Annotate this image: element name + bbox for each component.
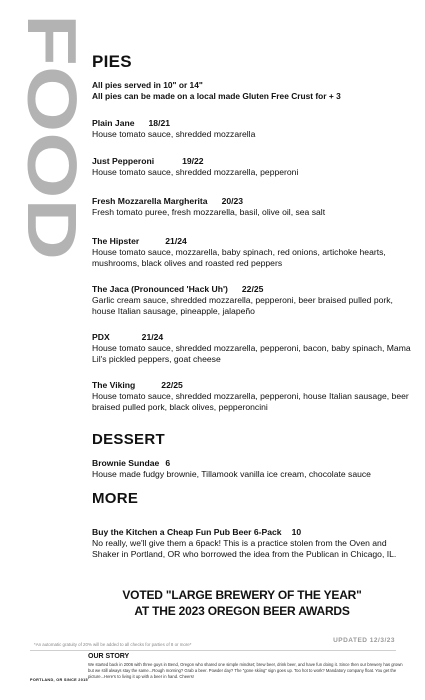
- item-description: House tomato sauce, shredded mozzarella, pepperoni: [92, 167, 299, 177]
- item-description: Fresh tomato puree, fresh mozzarella, basil, olive oil, sea salt: [92, 207, 326, 217]
- item-description: House tomato sauce, mozzarella, baby spinach, red onions, artichoke hearts, mushrooms, black olives and roasted red peppers: [92, 247, 386, 268]
- item-name: Buy the Kitchen a Cheap Fun Pub Beer 6-Pack: [92, 527, 282, 537]
- item-name: Brownie Sundae: [92, 458, 160, 468]
- item-head: [92, 284, 412, 295]
- food-vertical-text: FOOD: [13, 14, 91, 217]
- item-name: Fresh Mozzarella Margherita: [92, 196, 208, 206]
- item-description: Garlic cream sauce, shredded mozzarella, pepperoni, beer braised pulled pork, house Italian sausage, pineapple, jalapeño: [92, 295, 393, 316]
- menu-item: [92, 118, 412, 140]
- gratuity-note: *An automatic gratuity of 20% will be added to all checks for parties of 8 or more*: [34, 642, 192, 647]
- item-name: Just Pepperoni: [92, 156, 155, 166]
- item-name: The Viking: [92, 380, 136, 390]
- item-price: 20/23: [221, 196, 244, 206]
- more-heading: MORE: [92, 490, 139, 507]
- item-price: 18/21: [148, 118, 171, 128]
- item-price: 22/25: [241, 284, 264, 294]
- menu-item: [92, 284, 412, 316]
- dessert-heading: DESSERT: [92, 431, 165, 448]
- menu-item: [92, 458, 412, 480]
- pies-intro-line1: All pies served in 10" or 14": [92, 80, 203, 90]
- pies-heading: PIES: [92, 52, 132, 71]
- item-price: 22/25: [161, 380, 183, 390]
- item-name: PDX: [92, 332, 110, 342]
- item-head: [92, 332, 412, 343]
- item-head: [92, 196, 412, 207]
- item-description: House tomato sauce, shredded mozzarella: [92, 129, 256, 139]
- award-line1: VOTED "LARGE BREWERY OF THE YEAR": [122, 588, 362, 602]
- item-name: Plain Jane: [92, 118, 135, 128]
- menu-item: [92, 196, 412, 218]
- our-story-text: We started back in 2006 with three guys in Bend, Oregon who shared one simple mindset; brew beer, drink beer, and have fun doing it. Since then our brewery has grown but we still always stay the same...Rough morning? Grab a beer. Powder day? The "gone skiing" sign goes up. Too hot to work? Mandatory company float. You get the picture...Here's to living it up with a beer in hand. Cheers!: [88, 662, 403, 679]
- item-price: 10: [291, 527, 302, 537]
- item-head: [92, 380, 412, 391]
- updated-date: UPDATED 12/3/23: [333, 637, 395, 644]
- award-banner: [92, 587, 392, 619]
- menu-item: [92, 527, 412, 559]
- menu-item: [92, 332, 412, 364]
- item-name: The Hipster: [92, 236, 140, 246]
- item-price: 21/24: [141, 332, 164, 342]
- item-head: [92, 236, 412, 247]
- menu-item: [92, 236, 412, 268]
- item-head: [92, 156, 412, 167]
- location-tagline: PORTLAND, OR SINCE 2015: [30, 678, 88, 682]
- pies-intro: [92, 80, 341, 101]
- side-title-food: [13, 12, 91, 262]
- item-head: [92, 458, 412, 469]
- item-price: 21/24: [165, 236, 187, 246]
- item-price: 19/22: [182, 156, 204, 166]
- item-price: 6: [165, 458, 171, 468]
- item-name: The Jaca (Pronounced 'Hack Uh'): [92, 284, 228, 294]
- menu-item: [92, 380, 412, 412]
- pies-intro-line2: All pies can be made on a local made Gluten Free Crust for + 3: [92, 90, 341, 101]
- our-story-title: OUR STORY: [88, 653, 130, 660]
- menu-item: [92, 156, 412, 178]
- item-description: House tomato sauce, shredded mozzarella, pepperoni, house Italian sausage, beer braised pulled pork, black olives, pepperoncini: [92, 391, 409, 412]
- item-description: No really, we'll give them a 6pack! This is a practice stolen from the Oven and Shaker in Portland, OR who borrowed the idea from the Publican in Chicago, IL.: [92, 538, 397, 559]
- item-head: [92, 118, 412, 129]
- footer-divider: [30, 650, 396, 651]
- item-description: House tomato sauce, shredded mozzarella, pepperoni, bacon, baby spinach, Mama Lil's pickled peppers, goat cheese: [92, 343, 411, 364]
- item-description: House made fudgy brownie, Tillamook vanilla ice cream, chocolate sauce: [92, 469, 371, 479]
- item-head: [92, 527, 412, 538]
- award-line2: AT THE 2023 OREGON BEER AWARDS: [134, 604, 350, 618]
